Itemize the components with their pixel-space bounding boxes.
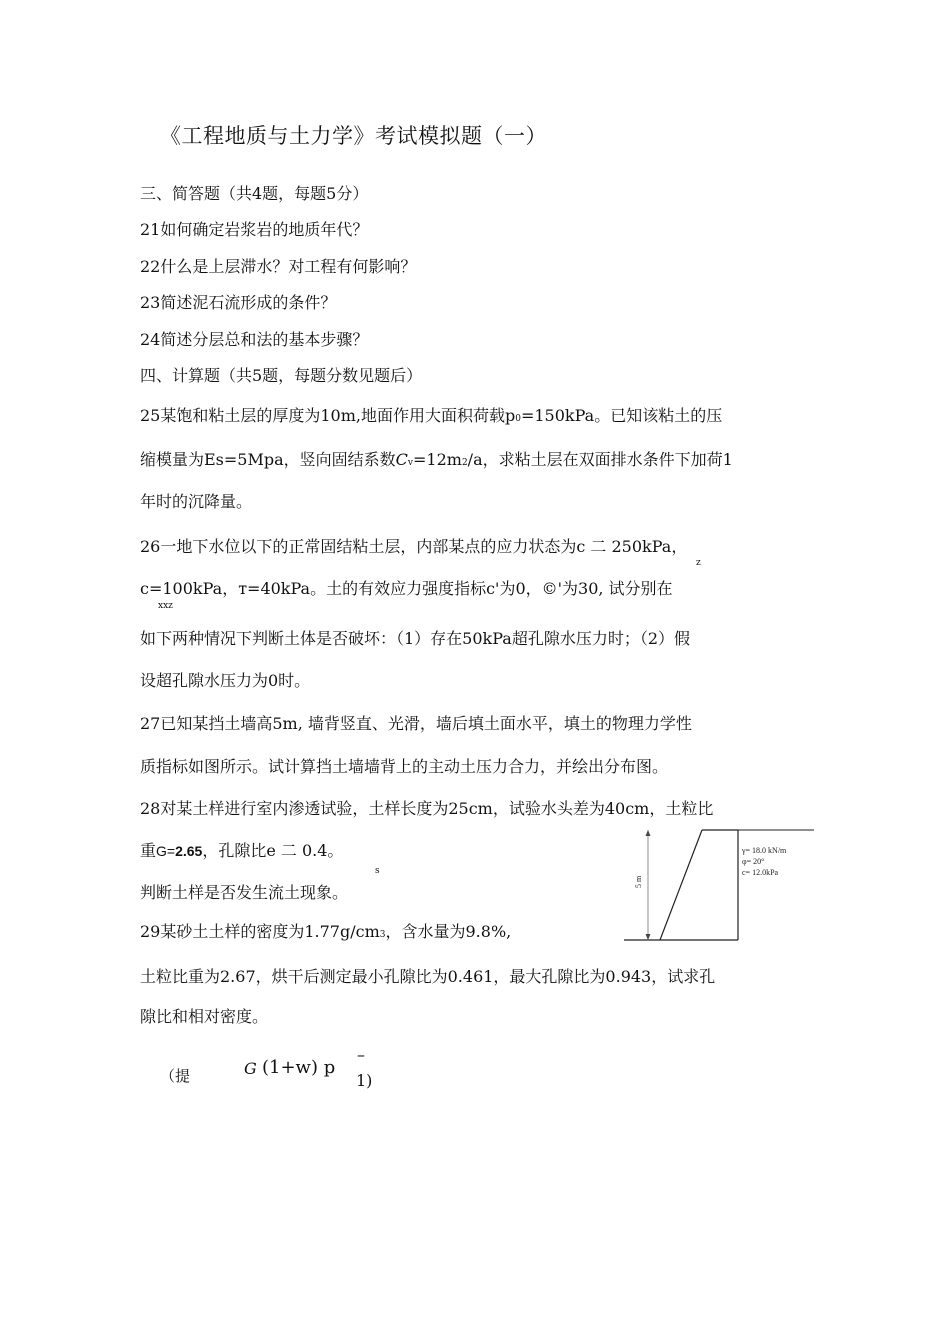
q28-text-b: ，孔隙比e 二 0.4。 <box>202 841 344 860</box>
question-23: 23简述泥石流形成的条件？ <box>140 293 337 312</box>
question-29-line-2: 土粒比重为2.67，烘干后测定最小孔隙比为0.461，最大孔隙比为0.943，试求孔 <box>140 967 716 986</box>
question-26-line-4: 设超孔隙水压力为0时。 <box>140 671 311 690</box>
q28-text-a: 重 <box>140 841 157 860</box>
question-25-line-1 <box>140 406 722 426</box>
question-25-line-2 <box>140 450 733 470</box>
q29-text-a: 29某砂土土样的密度为1.77g/cm <box>140 922 380 941</box>
q26-subscript-xxz: xxz <box>158 601 173 611</box>
q25-m2-subscript: 2 <box>461 458 468 468</box>
formula-g: G <box>244 1059 257 1078</box>
retaining-wall-diagram <box>618 826 818 946</box>
q25-cv-symbol: C <box>395 450 408 469</box>
question-29-line-1 <box>140 922 511 942</box>
q25-text-a: 25某饱和粘土层的厚度为10m,地面作用大面积荷载p <box>140 406 516 425</box>
formula-hint: （提 <box>160 1067 191 1085</box>
dimension-arrow-up <box>646 830 651 836</box>
figure-gamma-label: γ= 18.0 kN/m <box>742 846 787 855</box>
retaining-wall-figure <box>618 826 818 946</box>
q28-gs-symbol: G= <box>156 843 176 859</box>
section-3-heading: 三、简答题（共4题，每题5分） <box>140 184 369 203</box>
formula-dash: – <box>357 1045 365 1064</box>
question-25-line-3: 年时的沉降量。 <box>140 492 253 511</box>
q25-text-c: 缩模量为Es=5Mpa，竖向固结系数 <box>140 450 396 469</box>
q25-subscript-0: 0 <box>515 414 521 424</box>
q25-text-e: /a，求粘土层在双面排水条件下加荷1 <box>467 450 733 469</box>
question-26-line-3: 如下两种情况下判断土体是否破坏：（1）存在50kPa超孔隙水压力时；（2）假 <box>140 629 691 648</box>
question-26-line-2: c=100kPa，т=40kPa。土的有效应力强度指标c'为0，©'为30, 试分别在 <box>140 579 673 598</box>
figure-height-label: 5 m <box>634 875 643 888</box>
dimension-arrow-down <box>646 934 651 940</box>
q29-text-b: ，含水量为9.8%, <box>385 922 512 941</box>
question-28-line-3: 判断土样是否发生流土现象。 <box>140 883 349 902</box>
figure-c-label: c= 12.0kPa <box>742 868 779 877</box>
q29-subscript-3: 3 <box>379 930 386 940</box>
question-28-line-2 <box>140 841 343 861</box>
question-22: 22什么是上层滞水？对工程有何影响？ <box>140 257 417 276</box>
question-24: 24简述分层总和法的基本步骤？ <box>140 330 369 349</box>
section-4-heading: 四、计算题（共5题，每题分数见题后） <box>140 366 423 385</box>
q28-subscript-s: s <box>375 866 380 876</box>
q25-cv-subscript: v <box>407 458 413 468</box>
formula-paren: (1+w) p <box>262 1057 336 1078</box>
q25-text-b: =150kPa。已知该粘土的压 <box>520 406 723 425</box>
question-27-line-1: 27已知某挡土墙高5m, 墙背竖直、光滑，墙后填土面水平，填土的物理力学性 <box>140 714 692 733</box>
question-29-line-3: 隙比和相对密度。 <box>140 1007 269 1026</box>
question-21: 21如何确定岩浆岩的地质年代？ <box>140 220 369 239</box>
formula-end: 1) <box>356 1071 373 1090</box>
document-title: 《工程地质与土力学》考试模拟题（一） <box>160 124 547 148</box>
question-28-line-1: 28对某土样进行室内渗透试验，土样长度为25cm，试验水头差为40cm，土粒比 <box>140 799 714 818</box>
figure-phi-label: φ= 20° <box>742 857 765 866</box>
question-27-line-2: 质指标如图所示。试计算挡土墙墙背上的主动土压力合力，并绘出分布图。 <box>140 757 669 776</box>
wall-face-line <box>660 830 702 940</box>
q26-subscript-z: z <box>696 558 701 568</box>
question-26-line-1: 26一地下水位以下的正常固结粘土层，内部某点的应力状态为c 二 250kPa， <box>140 537 688 556</box>
q25-text-d: =12m <box>413 450 462 469</box>
q28-gs-value: 2.65 <box>175 843 203 859</box>
